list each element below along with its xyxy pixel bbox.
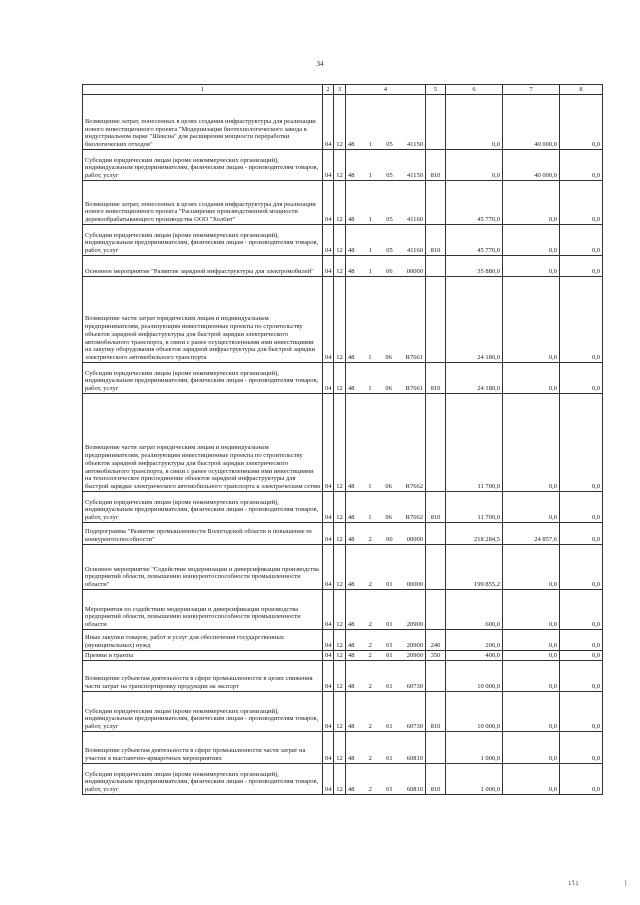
subsection-code-cell: 12 [334,363,346,394]
expense-type-cell [426,277,446,363]
amount-year1-cell: 218 284,5 [446,523,503,545]
table-row [83,545,603,590]
row-name-cell: Основное мероприятие "Содействие модернизации и диверсификации производства предприятий области, повышению конкурентоспособности промышленности области" [83,545,323,590]
amount-year3-cell: 0,0 [560,523,603,545]
amount-year2-cell: 0,0 [503,545,560,590]
section-code-cell: 04 [323,394,334,492]
section-code-cell: 04 [323,95,334,150]
subsection-code-cell: 12 [334,150,346,181]
code-part: 48 [348,216,355,224]
amount-year1-cell: 24 180,0 [446,277,503,363]
target-article-code [348,755,423,763]
row-name-cell: Субсидии юридическим лицам (кроме некоммерческих организаций), индивидуальным предпринимателям, физическим лицам - производителям товаров, работ, услуг [83,492,323,523]
code-part: R7662 [405,483,423,491]
code-part: 00000 [406,536,423,544]
subsection-code-cell: 12 [334,523,346,545]
amount-year2-cell: 0,0 [503,661,560,692]
amount-year3-cell: 0,0 [560,492,603,523]
code-part: 41160 [406,216,423,224]
row-name-cell: Субсидии юридическим лицам (кроме некоммерческих организаций), индивидуальным предпринимателям, физическим лицам - производителям товаров, работ, услуг [83,225,323,256]
subsection-code-cell: 12 [334,277,346,363]
target-article-cell [346,256,426,277]
code-part: R7661 [405,385,423,393]
row-name-cell: Премии и гранты [83,651,323,661]
target-article-cell [346,150,426,181]
target-article-code [348,483,423,491]
footer-mark: ılı [568,880,579,887]
code-part: 1 [368,216,372,224]
amount-year3-cell: 0,0 [560,277,603,363]
code-part: 20900 [406,652,423,660]
table-row [83,95,603,150]
row-name-cell: Возмещение затрат, понесенных в целях создания инфраструктуры для реализации нового инвестиционного проекта "Расширение производственной мощности деревообрабатывающего производства ООО "Хол6ит" [83,181,323,225]
amount-year1-cell: 45 770,0 [446,225,503,256]
amount-year3-cell: 0,0 [560,225,603,256]
amount-year2-cell: 24 857,6 [503,523,560,545]
section-code-cell: 04 [323,764,334,795]
section-code-cell: 04 [323,590,334,630]
code-part: 05 [386,172,393,180]
code-part: 60730 [406,723,423,731]
code-part: 41160 [406,247,423,255]
expense-type-cell [426,256,446,277]
target-article-cell [346,630,426,651]
table-row [83,661,603,692]
code-part: 06 [385,354,392,362]
amount-year2-cell: 0,0 [503,256,560,277]
expense-type-cell [426,545,446,590]
code-part: 48 [348,141,355,149]
code-part: 06 [385,483,392,491]
amount-year2-cell: 0,0 [503,692,560,732]
row-name-cell: Подпрограмма "Развитие промышленности Вологодской области и повышение ее конкурентоспособности" [83,523,323,545]
subsection-code-cell: 12 [334,692,346,732]
code-part: 48 [348,642,355,650]
section-code-cell: 04 [323,492,334,523]
target-article-cell [346,545,426,590]
row-name-cell: Возмещение субъектам деятельности в сфере промышленности в целях снижения части затрат на транспортировку продукции на экспорт [83,661,323,692]
code-part: 60810 [406,786,423,794]
target-article-cell [346,523,426,545]
target-article-code [348,141,423,149]
expense-type-cell: 810 [426,363,446,394]
code-part: 20900 [406,642,423,650]
target-article-code [348,683,423,691]
section-code-cell: 04 [323,630,334,651]
amount-year1-cell: 400,0 [446,651,503,661]
target-article-code [348,216,423,224]
code-part: 01 [386,723,393,731]
amount-year3-cell: 0,0 [560,256,603,277]
section-code-cell: 04 [323,692,334,732]
amount-year1-cell: 45 770,0 [446,181,503,225]
row-name-cell: Возмещение части затрат юридическим лицам и индивидуальным предпринимателям, реализующим инвестиционные проекты по строительству объектов зарядной инфраструктуры для быстрой зарядки электрического автомобильного транспорта, в связи с ранее осуществленными ими инвестициями на закупку оборудования объектов зарядной инфраструктуры для быстрой зарядки электрического автомобильного транспорта [83,277,323,363]
header-cell: 6 [446,85,503,95]
amount-year2-cell: 0,0 [503,181,560,225]
header-cell: 3 [334,85,346,95]
amount-year3-cell: 0,0 [560,363,603,394]
table-header-row [83,85,603,95]
amount-year1-cell: 0,0 [446,95,503,150]
row-name-cell: Возмещение затрат, понесенных в целях создания инфраструктуры для реализации нового инвестиционного проекта "Модернизация биотехнологического завода в индустриальном парке "Шексна" для расширения мощности переработки биологических отходов" [83,95,323,150]
amount-year1-cell: 10 000,0 [446,661,503,692]
expense-type-cell: 350 [426,651,446,661]
page-number: 34 [316,60,324,68]
expense-type-cell [426,661,446,692]
code-part: R7662 [405,514,423,522]
table-row [83,692,603,732]
code-part: 00000 [406,268,423,276]
code-part: 01 [386,652,393,660]
expense-type-cell [426,523,446,545]
subsection-code-cell: 12 [334,732,346,764]
expense-type-cell: 810 [426,492,446,523]
section-code-cell: 04 [323,256,334,277]
code-part: 05 [386,216,393,224]
code-part: 1 [368,385,372,393]
code-part: 1 [368,268,372,276]
code-part: 06 [385,514,392,522]
target-article-cell [346,95,426,150]
code-part: 48 [348,581,355,589]
target-article-code [348,652,423,660]
table-row [83,590,603,630]
code-part: 60730 [406,683,423,691]
amount-year3-cell: 0,0 [560,651,603,661]
code-part: 06 [386,268,393,276]
row-name-cell: Субсидии юридическим лицам (кроме некоммерческих организаций), индивидуальным предпринимателям, физическим лицам - производителям товаров, работ, услуг [83,150,323,181]
code-part: 2 [368,652,372,660]
expense-type-cell: 810 [426,225,446,256]
amount-year2-cell: 0,0 [503,630,560,651]
section-code-cell: 04 [323,651,334,661]
amount-year1-cell: 35 880,0 [446,256,503,277]
header-cell: 1 [83,85,323,95]
code-part: 48 [348,354,355,362]
table-row [83,523,603,545]
expense-type-cell [426,181,446,225]
row-name-cell: Основное мероприятие "Развитие зарядной инфраструктуры для электромобилей" [83,256,323,277]
code-part: R7661 [405,354,423,362]
section-code-cell: 04 [323,181,334,225]
code-part: 01 [386,581,393,589]
subsection-code-cell: 12 [334,764,346,795]
subsection-code-cell: 12 [334,181,346,225]
amount-year2-cell: 0,0 [503,394,560,492]
target-article-cell [346,394,426,492]
subsection-code-cell: 12 [334,661,346,692]
subsection-code-cell: 12 [334,256,346,277]
target-article-cell [346,277,426,363]
expense-type-cell: 810 [426,764,446,795]
target-article-code [348,385,423,393]
table-row [83,277,603,363]
code-part: 06 [385,385,392,393]
header-cell: 4 [346,85,426,95]
target-article-code [348,621,423,629]
code-part: 01 [386,755,393,763]
amount-year1-cell: 200,0 [446,630,503,651]
code-part: 48 [348,385,355,393]
code-part: 1 [368,141,372,149]
expense-type-cell [426,95,446,150]
table-row [83,150,603,181]
subsection-code-cell: 12 [334,492,346,523]
target-article-cell [346,651,426,661]
amount-year2-cell: 0,0 [503,492,560,523]
code-part: 41150 [406,141,423,149]
code-part: 2 [368,683,372,691]
target-article-code [348,247,423,255]
code-part: 48 [348,483,355,491]
code-part: 48 [348,786,355,794]
amount-year2-cell: 0,0 [503,225,560,256]
target-article-code [348,786,423,794]
table-row [83,732,603,764]
table-row [83,651,603,661]
amount-year3-cell: 0,0 [560,661,603,692]
code-part: 48 [348,514,355,522]
code-part: 48 [348,755,355,763]
target-article-cell [346,492,426,523]
target-article-code [348,642,423,650]
code-part: 20900 [406,621,423,629]
code-part: 1 [368,514,372,522]
code-part: 05 [386,247,393,255]
amount-year3-cell: 0,0 [560,394,603,492]
code-part: 48 [348,652,355,660]
header-cell: 2 [323,85,334,95]
subsection-code-cell: 12 [334,630,346,651]
code-part: 60810 [406,755,423,763]
amount-year3-cell: 0,0 [560,764,603,795]
subsection-code-cell: 12 [334,651,346,661]
amount-year2-cell: 0,0 [503,764,560,795]
code-part: 1 [368,172,372,180]
code-part: 01 [386,786,393,794]
amount-year1-cell: 24 180,0 [446,363,503,394]
code-part: 05 [386,141,393,149]
table-row [83,225,603,256]
code-part: 2 [368,581,372,589]
expense-type-cell: 240 [426,630,446,651]
expense-type-cell [426,732,446,764]
subsection-code-cell: 12 [334,95,346,150]
amount-year1-cell: 11 700,0 [446,492,503,523]
table-row [83,764,603,795]
amount-year3-cell: 0,0 [560,590,603,630]
code-part: 00000 [406,581,423,589]
amount-year2-cell: 0,0 [503,277,560,363]
table-row [83,181,603,225]
code-part: 01 [386,621,393,629]
expense-type-cell: 810 [426,150,446,181]
amount-year3-cell: 0,0 [560,150,603,181]
subsection-code-cell: 12 [334,225,346,256]
subsection-code-cell: 12 [334,590,346,630]
section-code-cell: 04 [323,661,334,692]
target-article-cell [346,661,426,692]
code-part: 48 [348,723,355,731]
section-code-cell: 04 [323,363,334,394]
target-article-cell [346,732,426,764]
amount-year1-cell: 0,0 [446,150,503,181]
row-name-cell: Иные закупки товаров, работ и услуг для обеспечения государственных (муниципальных) нужд [83,630,323,651]
target-article-cell [346,225,426,256]
amount-year3-cell: 0,0 [560,732,603,764]
code-part: 01 [386,683,393,691]
code-part: 48 [348,536,355,544]
amount-year1-cell: 199 855,2 [446,545,503,590]
target-article-cell [346,692,426,732]
target-article-cell [346,590,426,630]
row-name-cell: Возмещение субъектам деятельности в сфере промышленности части затрат на участие в выставочно-ярмарочных мероприятиях [83,732,323,764]
code-part: 00 [386,536,393,544]
table-row [83,630,603,651]
target-article-code [348,354,423,362]
footer-mark: | [624,880,628,887]
section-code-cell: 04 [323,225,334,256]
code-part: 48 [348,247,355,255]
header-cell: 7 [503,85,560,95]
amount-year1-cell: 10 000,0 [446,692,503,732]
subsection-code-cell: 12 [334,394,346,492]
code-part: 48 [348,683,355,691]
header-cell: 5 [426,85,446,95]
amount-year1-cell: 11 700,0 [446,394,503,492]
amount-year3-cell: 0,0 [560,692,603,732]
expense-type-cell [426,394,446,492]
code-part: 48 [348,172,355,180]
amount-year3-cell: 0,0 [560,181,603,225]
amount-year2-cell: 0,0 [503,651,560,661]
table-row [83,256,603,277]
section-code-cell: 04 [323,150,334,181]
table-row [83,394,603,492]
section-code-cell: 04 [323,732,334,764]
amount-year1-cell: 1 000,0 [446,764,503,795]
target-article-code [348,723,423,731]
expense-type-cell [426,590,446,630]
code-part: 2 [368,723,372,731]
row-name-cell: Возмещение части затрат юридическим лицам и индивидуальным предпринимателям, реализующим инвестиционные проекты по строительству объектов зарядной инфраструктуры для быстрой зарядки электрического автомобильного транспорта, в связи с ранее осуществленными ими инвестициями на технологическое присоединение объектов зарядной инфраструктуры для быстрой зарядки электрического автомобильного транспорта к электрическим сетям [83,394,323,492]
amount-year1-cell: 1 000,0 [446,732,503,764]
section-code-cell: 04 [323,523,334,545]
code-part: 2 [368,755,372,763]
amount-year2-cell: 0,0 [503,732,560,764]
code-part: 1 [368,247,372,255]
target-article-code [348,268,423,276]
amount-year2-cell: 0,0 [503,590,560,630]
code-part: 48 [348,268,355,276]
code-part: 2 [368,536,372,544]
table-row [83,363,603,394]
section-code-cell: 04 [323,545,334,590]
amount-year2-cell: 40 000,0 [503,150,560,181]
budget-table [82,84,603,795]
row-name-cell: Субсидии юридическим лицам (кроме некоммерческих организаций), индивидуальным предпринимателям, физическим лицам - производителям товаров, работ, услуг [83,363,323,394]
amount-year2-cell: 0,0 [503,363,560,394]
amount-year3-cell: 0,0 [560,545,603,590]
code-part: 41150 [406,172,423,180]
row-name-cell: Субсидии юридическим лицам (кроме некоммерческих организаций), индивидуальным предпринимателям, физическим лицам - производителям товаров, работ, услуг [83,692,323,732]
amount-year3-cell: 0,0 [560,630,603,651]
code-part: 2 [368,642,372,650]
code-part: 1 [368,354,372,362]
code-part: 01 [386,642,393,650]
target-article-code [348,536,423,544]
header-cell: 8 [560,85,603,95]
target-article-cell [346,181,426,225]
amount-year3-cell: 0,0 [560,95,603,150]
target-article-code [348,172,423,180]
code-part: 48 [348,621,355,629]
target-article-code [348,514,423,522]
code-part: 2 [368,786,372,794]
section-code-cell: 04 [323,277,334,363]
subsection-code-cell: 12 [334,545,346,590]
code-part: 1 [368,483,372,491]
amount-year2-cell: 40 000,0 [503,95,560,150]
expense-type-cell: 810 [426,692,446,732]
table-row [83,492,603,523]
row-name-cell: Мероприятия по содействию модернизации и диверсификации производства предприятий области, повышению конкурентоспособности промышленности области [83,590,323,630]
target-article-code [348,581,423,589]
target-article-cell [346,764,426,795]
target-article-cell [346,363,426,394]
amount-year1-cell: 600,0 [446,590,503,630]
row-name-cell: Субсидии юридическим лицам (кроме некоммерческих организаций), индивидуальным предпринимателям, физическим лицам - производителям товаров, работ, услуг [83,764,323,795]
code-part: 2 [368,621,372,629]
